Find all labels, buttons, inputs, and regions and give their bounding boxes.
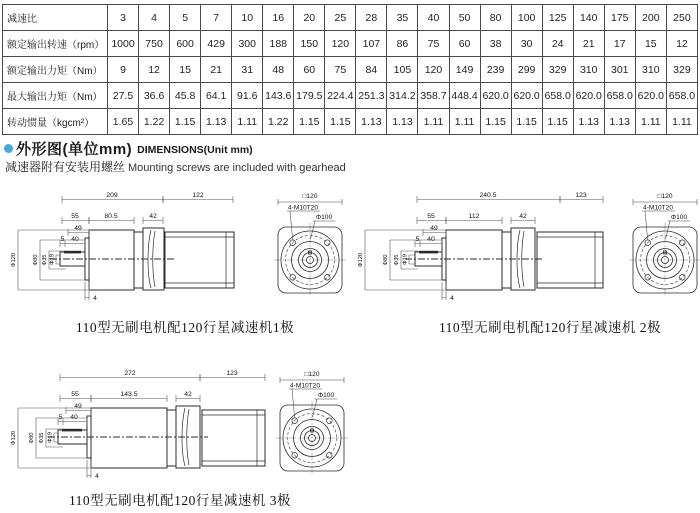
spec-cell: 1.13 bbox=[201, 109, 232, 135]
spec-cell: 15 bbox=[635, 31, 666, 57]
spec-cell: 86 bbox=[387, 31, 418, 57]
spec-cell: 299 bbox=[511, 57, 542, 83]
dimension-labels-2 bbox=[358, 192, 587, 302]
dim-phi120: Φ120 bbox=[11, 252, 17, 268]
front-holes-label: 4-M10T20 bbox=[289, 382, 321, 390]
spec-table bbox=[2, 4, 698, 135]
dim-motor: 123 bbox=[226, 370, 238, 377]
dim-body: 80.5 bbox=[104, 213, 118, 220]
spec-cell: 1.65 bbox=[108, 109, 139, 135]
spec-cell: 658.0 bbox=[604, 83, 635, 109]
spec-cell: 250 bbox=[666, 5, 697, 31]
drawing-2pole bbox=[358, 190, 700, 318]
spec-cell: 620.0 bbox=[573, 83, 604, 109]
spec-cell: 620.0 bbox=[635, 83, 666, 109]
spec-cell: 251.3 bbox=[356, 83, 387, 109]
spec-cell: 36.6 bbox=[139, 83, 170, 109]
spec-cell: 28 bbox=[356, 5, 387, 31]
dim-phi19: Φ19 bbox=[49, 253, 56, 266]
spec-cell: 1.22 bbox=[139, 109, 170, 135]
dim-49: 49 bbox=[74, 225, 82, 232]
dim-phi19: Φ19 bbox=[47, 431, 54, 444]
spec-cell: 84 bbox=[356, 57, 387, 83]
spec-cell: 620.0 bbox=[511, 83, 542, 109]
section-title-zh: 外形图(单位mm) bbox=[16, 141, 133, 158]
front-boltcircle-label: Φ100 bbox=[670, 214, 688, 221]
front-view-2 bbox=[629, 223, 700, 297]
spec-cell: 80 bbox=[480, 5, 511, 31]
front-holes-label: 4-M10T20 bbox=[642, 204, 674, 212]
spec-cell: 358.7 bbox=[418, 83, 449, 109]
dim-5: 5 bbox=[60, 236, 65, 243]
dim-phi35: Φ35 bbox=[39, 432, 45, 444]
spec-row-label: 最大输出力矩（Nm） bbox=[3, 83, 108, 109]
dim-phi80: Φ80 bbox=[29, 432, 35, 444]
dim-49: 49 bbox=[74, 403, 82, 410]
spec-cell: 125 bbox=[542, 5, 573, 31]
dim-motor: 122 bbox=[192, 192, 204, 199]
spec-cell: 91.6 bbox=[232, 83, 263, 109]
spec-row-label: 减速比 bbox=[3, 5, 108, 31]
spec-cell: 1.13 bbox=[387, 109, 418, 135]
spec-cell: 15 bbox=[170, 57, 201, 83]
spec-cell: 40 bbox=[418, 5, 449, 31]
bullet-icon bbox=[4, 144, 13, 153]
spec-cell: 1.11 bbox=[418, 109, 449, 135]
side-view-3 bbox=[48, 406, 265, 468]
spec-cell: 1.11 bbox=[232, 109, 263, 135]
spec-cell: 3 bbox=[108, 5, 139, 31]
dim-42: 42 bbox=[184, 391, 192, 398]
spec-row bbox=[3, 83, 698, 109]
spec-cell: 100 bbox=[511, 5, 542, 31]
dim-49: 49 bbox=[430, 225, 438, 232]
spec-cell: 1.11 bbox=[666, 109, 697, 135]
spec-cell: 1.22 bbox=[263, 109, 294, 135]
spec-cell: 1.15 bbox=[480, 109, 511, 135]
spec-cell: 50 bbox=[449, 5, 480, 31]
spec-row bbox=[3, 109, 698, 135]
dim-total: 272 bbox=[124, 370, 136, 377]
spec-cell: 45.8 bbox=[170, 83, 201, 109]
dim-phi35: Φ35 bbox=[42, 254, 48, 266]
spec-cell: 301 bbox=[604, 57, 635, 83]
dim-phi120: Φ120 bbox=[358, 252, 364, 268]
spec-cell: 7 bbox=[201, 5, 232, 31]
spec-cell: 600 bbox=[170, 31, 201, 57]
spec-row bbox=[3, 31, 698, 57]
dim-body: 112 bbox=[468, 213, 480, 220]
front-holes-label: 4-M10T20 bbox=[287, 204, 319, 212]
section-note-zh: 减速器附有安装用螺丝 bbox=[5, 160, 126, 174]
drawing-1pole bbox=[4, 190, 366, 318]
spec-cell: 224.4 bbox=[325, 83, 356, 109]
spec-cell: 1.13 bbox=[356, 109, 387, 135]
dim-phi120: Φ120 bbox=[11, 430, 17, 446]
spec-cell: 48 bbox=[263, 57, 294, 83]
dim-phi80: Φ80 bbox=[33, 254, 39, 266]
front-square-label: □120 bbox=[657, 193, 673, 200]
spec-cell: 1.15 bbox=[511, 109, 542, 135]
spec-cell: 658.0 bbox=[542, 83, 573, 109]
front-square-label: □120 bbox=[304, 371, 320, 378]
spec-cell: 35 bbox=[387, 5, 418, 31]
spec-cell: 4 bbox=[139, 5, 170, 31]
dim-body: 143.5 bbox=[120, 391, 138, 398]
spec-cell: 310 bbox=[573, 57, 604, 83]
spec-cell: 120 bbox=[325, 31, 356, 57]
spec-cell: 448.4 bbox=[449, 83, 480, 109]
spec-cell: 314.2 bbox=[387, 83, 418, 109]
spec-cell: 179.5 bbox=[294, 83, 325, 109]
spec-cell: 9 bbox=[108, 57, 139, 83]
section-note bbox=[5, 158, 346, 175]
front-boltcircle-label: Φ100 bbox=[315, 214, 333, 221]
section-title-en: DIMENSIONS(Unit mm) bbox=[137, 144, 253, 156]
spec-cell: 140 bbox=[573, 5, 604, 31]
dim-phi35: Φ35 bbox=[394, 254, 400, 266]
spec-cell: 30 bbox=[511, 31, 542, 57]
spec-cell: 75 bbox=[418, 31, 449, 57]
spec-cell: 38 bbox=[480, 31, 511, 57]
spec-cell: 149 bbox=[449, 57, 480, 83]
spec-cell: 1.15 bbox=[325, 109, 356, 135]
spec-row-label: 额定输出力矩（Nm） bbox=[3, 57, 108, 83]
dim-40: 40 bbox=[71, 236, 79, 243]
section-note-en: Mounting screws are included with gearhead bbox=[128, 162, 346, 174]
spec-cell: 1.15 bbox=[294, 109, 325, 135]
dimension-labels-3 bbox=[11, 370, 238, 480]
dimension-lines-3 bbox=[18, 374, 265, 478]
dim-55: 55 bbox=[71, 391, 79, 398]
spec-cell: 1.15 bbox=[170, 109, 201, 135]
dim-4: 4 bbox=[450, 295, 454, 302]
spec-row-label: 额定输出转速（rpm） bbox=[3, 31, 108, 57]
front-view-3 bbox=[276, 401, 348, 475]
spec-row bbox=[3, 57, 698, 83]
front-square-label: □120 bbox=[302, 193, 318, 200]
dim-4: 4 bbox=[95, 473, 99, 480]
drawing2-caption: 110型无刷电机配120行星减速机 2极 bbox=[438, 320, 662, 335]
spec-cell: 105 bbox=[387, 57, 418, 83]
dimension-lines-1 bbox=[18, 196, 233, 300]
dim-total: 209 bbox=[106, 192, 118, 199]
spec-cell: 120 bbox=[418, 57, 449, 83]
spec-cell: 27.5 bbox=[108, 83, 139, 109]
spec-cell: 1.11 bbox=[635, 109, 666, 135]
spec-cell: 75 bbox=[325, 57, 356, 83]
spec-cell: 310 bbox=[635, 57, 666, 83]
spec-cell: 31 bbox=[232, 57, 263, 83]
spec-cell: 16 bbox=[263, 5, 294, 31]
spec-cell: 10 bbox=[232, 5, 263, 31]
spec-row bbox=[3, 5, 698, 31]
spec-cell: 20 bbox=[294, 5, 325, 31]
front-boltcircle-label: Φ100 bbox=[317, 392, 335, 399]
spec-cell: 329 bbox=[542, 57, 573, 83]
spec-row-label: 转动惯量（kgcm²） bbox=[3, 109, 108, 135]
spec-cell: 188 bbox=[263, 31, 294, 57]
spec-cell: 1.13 bbox=[604, 109, 635, 135]
spec-cell: 12 bbox=[666, 31, 697, 57]
dim-total: 240.5 bbox=[479, 192, 497, 199]
spec-cell: 150 bbox=[294, 31, 325, 57]
dim-5: 5 bbox=[58, 414, 63, 421]
dim-42: 42 bbox=[519, 213, 527, 220]
spec-cell: 300 bbox=[232, 31, 263, 57]
spec-cell: 64.1 bbox=[201, 83, 232, 109]
spec-cell: 200 bbox=[635, 5, 666, 31]
dim-5: 5 bbox=[415, 236, 420, 243]
spec-cell: 1.11 bbox=[449, 109, 480, 135]
spec-cell: 143.6 bbox=[263, 83, 294, 109]
dim-40: 40 bbox=[70, 414, 78, 421]
dim-motor: 123 bbox=[575, 192, 587, 199]
spec-cell: 1.13 bbox=[573, 109, 604, 135]
drawing3-caption: 110型无刷电机配120行星减速机 3极 bbox=[68, 493, 292, 508]
spec-cell: 658.0 bbox=[666, 83, 697, 109]
spec-cell: 329 bbox=[666, 57, 697, 83]
spec-cell: 25 bbox=[325, 5, 356, 31]
spec-cell: 239 bbox=[480, 57, 511, 83]
spec-cell: 1000 bbox=[108, 31, 139, 57]
dim-55: 55 bbox=[427, 213, 435, 220]
dimension-lines-2 bbox=[365, 196, 603, 300]
spec-cell: 24 bbox=[542, 31, 573, 57]
drawing1-caption: 110型无刷电机配120行星减速机1极 bbox=[75, 320, 295, 335]
dim-4: 4 bbox=[93, 295, 97, 302]
section-header bbox=[4, 138, 253, 159]
dim-42: 42 bbox=[149, 213, 157, 220]
drawing-3pole bbox=[8, 368, 370, 498]
spec-cell: 21 bbox=[201, 57, 232, 83]
spec-cell: 429 bbox=[201, 31, 232, 57]
dim-phi80: Φ80 bbox=[383, 254, 389, 266]
spec-cell: 21 bbox=[573, 31, 604, 57]
spec-cell: 5 bbox=[170, 5, 201, 31]
spec-cell: 107 bbox=[356, 31, 387, 57]
spec-cell: 12 bbox=[139, 57, 170, 83]
spec-cell: 17 bbox=[604, 31, 635, 57]
spec-cell: 175 bbox=[604, 5, 635, 31]
dim-40: 40 bbox=[427, 236, 435, 243]
spec-cell: 750 bbox=[139, 31, 170, 57]
spec-cell: 60 bbox=[449, 31, 480, 57]
spec-cell: 60 bbox=[294, 57, 325, 83]
spec-cell: 620.0 bbox=[480, 83, 511, 109]
dim-55: 55 bbox=[71, 213, 79, 220]
spec-cell: 1.15 bbox=[542, 109, 573, 135]
front-view-1 bbox=[274, 223, 346, 297]
dim-phi19: Φ19 bbox=[402, 253, 409, 266]
